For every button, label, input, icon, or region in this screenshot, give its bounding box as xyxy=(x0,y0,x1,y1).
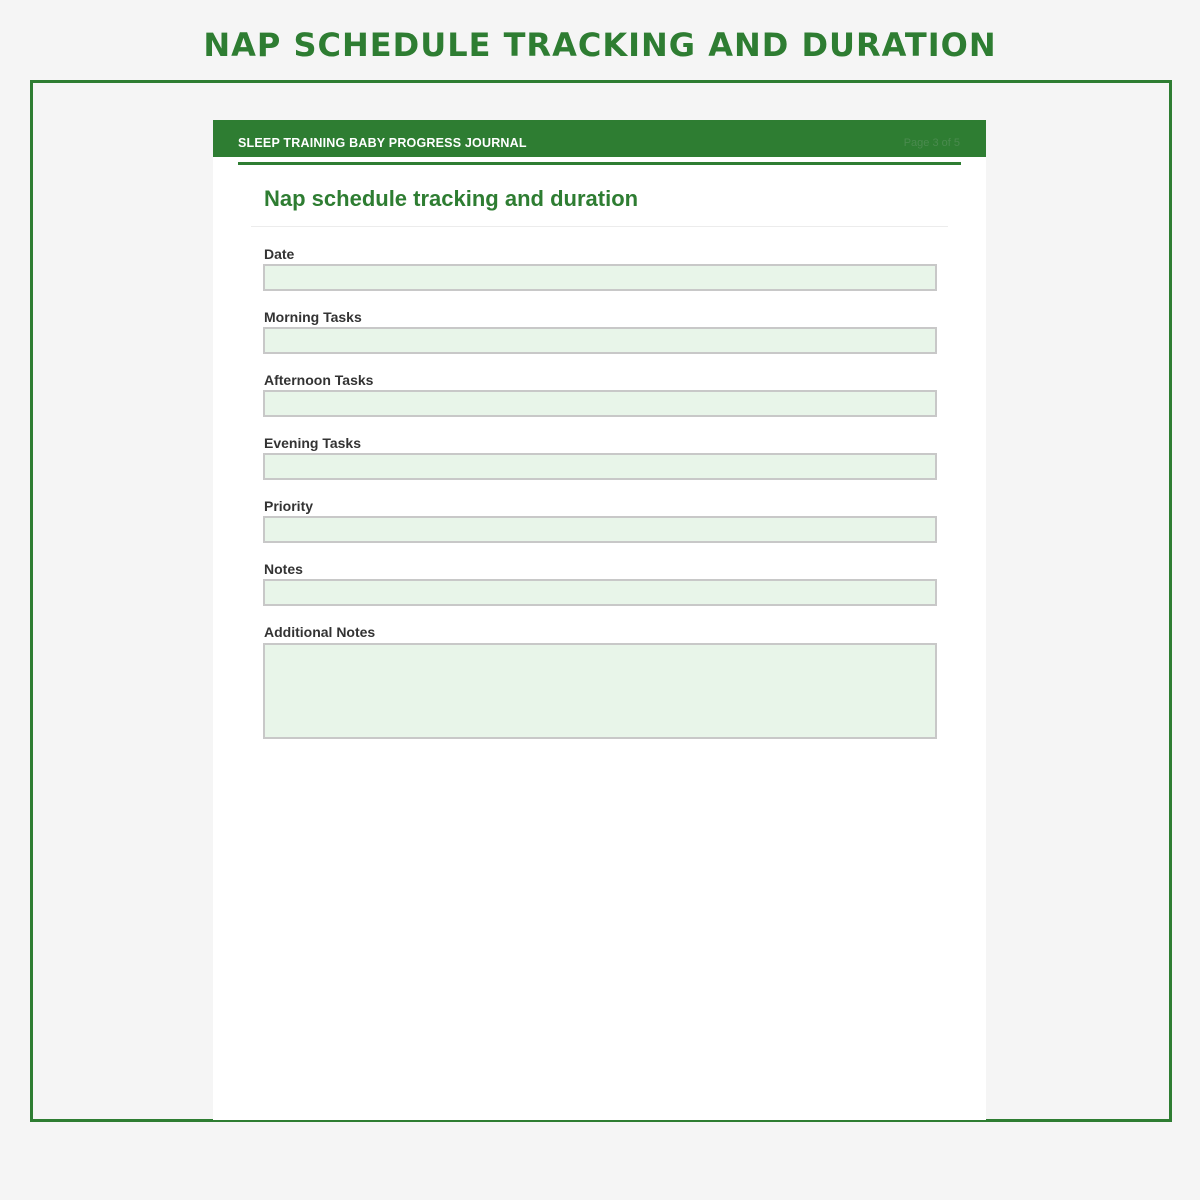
journal-page xyxy=(213,120,986,1120)
additional-notes-label: Additional Notes xyxy=(264,624,376,640)
evening-tasks-input[interactable] xyxy=(263,453,937,480)
header-divider xyxy=(238,162,961,165)
additional-notes-textarea[interactable] xyxy=(263,643,937,739)
section-title: Nap schedule tracking and duration xyxy=(264,186,639,211)
journal-title: SLEEP TRAINING BABY PROGRESS JOURNAL xyxy=(238,136,527,150)
afternoon-tasks-label: Afternoon Tasks xyxy=(264,372,374,388)
section-divider xyxy=(251,226,948,227)
date-label: Date xyxy=(264,246,295,262)
priority-input[interactable] xyxy=(263,516,937,543)
page-number: Page 3 of 5 xyxy=(903,137,960,149)
date-input[interactable] xyxy=(263,264,937,291)
notes-label: Notes xyxy=(264,561,303,577)
evening-tasks-label: Evening Tasks xyxy=(264,435,362,451)
afternoon-tasks-input[interactable] xyxy=(263,390,937,417)
notes-input[interactable] xyxy=(263,579,937,606)
banner-title: NAP SCHEDULE TRACKING AND DURATION xyxy=(203,26,997,64)
priority-label: Priority xyxy=(264,498,314,514)
morning-tasks-input[interactable] xyxy=(263,327,937,354)
morning-tasks-label: Morning Tasks xyxy=(264,309,362,325)
page-header xyxy=(213,120,986,157)
